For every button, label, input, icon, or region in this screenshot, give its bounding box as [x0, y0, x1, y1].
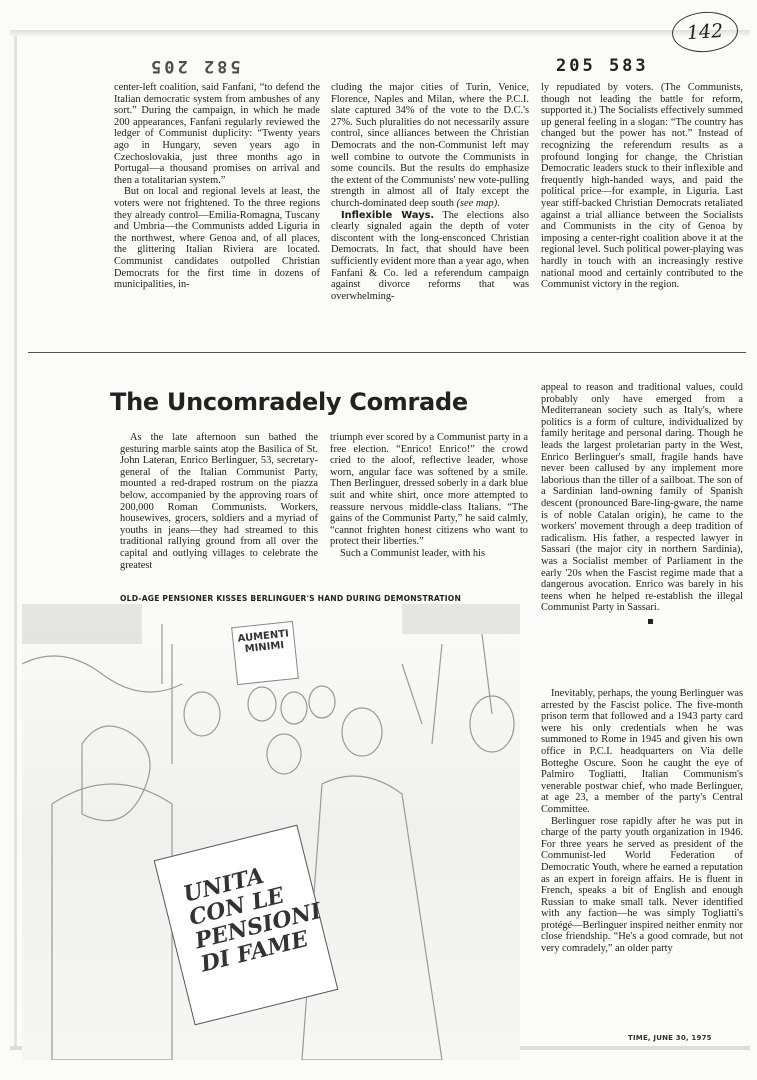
see-map-note: (see map).	[456, 197, 500, 209]
subheading: Inflexible Ways.	[341, 209, 435, 221]
paragraph: As the late afternoon sun bathed the gesturing marble saints atop the Basilica of St. John Lateran, Enrico Berlinguer, 53, secretary-general of the Italian Communist Party, mounted a red-draped rostrum on the piazza below, accompanied by the approving roars of 200,000 Roman Communists. Workers, housewives, grocers, soldiers and a myriad of youths in jeans—they had streamed to this traditional rallying ground from all over the capital and outlying villages to celebrate the greatest	[120, 432, 318, 571]
archive-number: 142	[671, 10, 740, 55]
scan-edge-left	[14, 36, 17, 1046]
paragraph: But on local and regional levels at least, the voters were not frightened. To the three regions they already control—Emilia-Romagna, Tuscany and Umbria—the Communists added Liguria in the northwest, where Genoa and, of all places, the glittering Italian Riviera are located. Communist candidates outpolled Christian Democrats for the first time in dozens of municipalities, in-	[114, 186, 320, 291]
paragraph-text: The elections also clearly signaled again the depth of voter discontent with the long-ensconced Christian Democrats. In fact, that should have been sufficiently evident more than a year ago, when Fanfani & Co. led a referendum campaign against divorce reforms that was overwhelming-	[331, 209, 529, 302]
section-divider	[28, 352, 746, 353]
top-column-2	[331, 82, 529, 344]
protest-sign-large: UNITA CON LE PENSIONI DI FAME	[154, 825, 339, 1026]
top-column-3	[541, 82, 743, 344]
photo-caption: OLD-AGE PENSIONER KISSES BERLINGUER'S HAND DURING DEMONSTRATION	[120, 594, 462, 603]
top-column-1	[114, 82, 320, 344]
scan-edge-top	[10, 30, 750, 36]
paragraph: center-left coalition, said Fanfani, “to defend the Italian democratic system from ambushes of any sort.” During the campaign, in which he made 200 appearances, Fanfani regularly reviewed the ledger of Communist duplicity: “Twenty years ago in Hungary, seven years ago in Czechoslovakia, just three months ago in Portugal—a thousand promises on arrival and then a totalitarian system.”	[114, 82, 320, 186]
page-number-left: 582 205	[148, 56, 241, 76]
paragraph-text: cluding the major cities of Turin, Venice, Florence, Naples and Milan, where the P.C.I. slate captured 34% of the vote to the D.C.'s 27%. Such pluralities do not necessarily assure control, since alliances between the Christian Democrats and the non-Communist left may well combine to outvote the Communists in some councils. But the results do emphasize the extent of the Communists' new vote-pulling strength in almost all of Italy except the church-dominated deep south	[331, 82, 529, 209]
bottom-column-4	[541, 688, 743, 1028]
paragraph: appeal to reason and traditional values, could probably only have emerged from a Mediterranean society such as Italy's, where politics is a form of culture, individualized by family heritage and personal daring. Though he leads the largest proletarian party in the West, Enrico Berlinguer's small, fragile hands have never been callused by any implement more laborious than the tiller of a sailboat. The son of a Sardinian land-owning family of Spanish descent (pronounced Bare-ling-gware, the name is of noble Catalan origin), he came to the workers' movement through a deep tradition of radicalism. His father, a respected lawyer in Sassari (the major city in northern Sardinia), was a Socialist member of Parliament in the early '20s when the Fascist regime made that a dangerous avocation. Enrico was barely in his teens when he helped re-establish the illegal Communist Party in Sassari.	[541, 382, 743, 614]
issue-footer: TIME, JUNE 30, 1975	[628, 1034, 712, 1042]
paragraph: triumph ever scored by a Communist party in a free election. “Enrico! Enrico!” the crowd cried to the aloof, reflective leader, whose worn, angular face was softened by a smile. Then Berlinguer, dressed soberly in a dark blue suit and white shirt, once more attempted to reassure nervous middle-class Italians. “The gains of the Communist Party,” he said calmly, “cannot frighten honest citizens who want to protect their liberties.”	[330, 432, 528, 548]
section-end-mark	[541, 616, 743, 628]
bottom-column-1	[120, 432, 318, 582]
article-headline: The Uncomradely Comrade	[110, 388, 468, 416]
bottom-column-2	[330, 432, 528, 582]
bottom-column-3	[541, 382, 743, 682]
paragraph: Such a Communist leader, with his	[340, 547, 486, 559]
paragraph: Berlinguer rose rapidly after he was put in charge of the party youth organization in 1946. For three years he served as president of the Communist-led World Federation of Democratic Youth, where he earned a reputation as an expert in foreign affairs. He is fluent in French, speaks a bit of English and enough Russian to make small talk. Never identified with any faction—he was simply Togliatti's protégé—Berlinguer inspired neither enmity nor close friendship. “He's a good comrade, but not very comradely,” an older party	[541, 815, 743, 955]
page-number-right: 205 583	[556, 56, 649, 76]
demonstration-photo	[22, 604, 520, 1060]
protest-sign-small: AUMENTI MINIMI	[231, 621, 299, 685]
paragraph: Inevitably, perhaps, the young Berlinguer was arrested by the Fascist police. The five-month prison term that followed and a 1943 party card were his only credentials when he was summoned to Rome in 1945 and given his own office in P.C.I. headquarters on Via delle Botteghe Oscure. Soon he caught the eye of Palmiro Togliatti, Italian Communism's venerable postwar chief, who made Berlinguer, at age 23, a member of the party's Central Committee.	[541, 688, 743, 815]
paragraph: ly repudiated by voters. (The Communists, though not leading the battle for reform, supported it.) The Socialists effectively summed up general feeling in a slogan: “The country has changed but the power has not.” Instead of recognizing the referendum results as a profound longing for change, the Christian Democratic leaders stuck to their inflexible and frequently high-handed ways, and paid the political price—for example, in Liguria. Last year stiff-backed Christian Democrats retaliated against a trial alliance between the Socialists and Communists in the city of Genoa by imposing a center-right coalition above it at the regional level. Such political power-playing was hardly in touch with an increasingly restive national mood and certainly contributed to the Communist victory in the region.	[541, 82, 743, 291]
paragraph	[331, 82, 529, 210]
paragraph	[331, 210, 529, 303]
